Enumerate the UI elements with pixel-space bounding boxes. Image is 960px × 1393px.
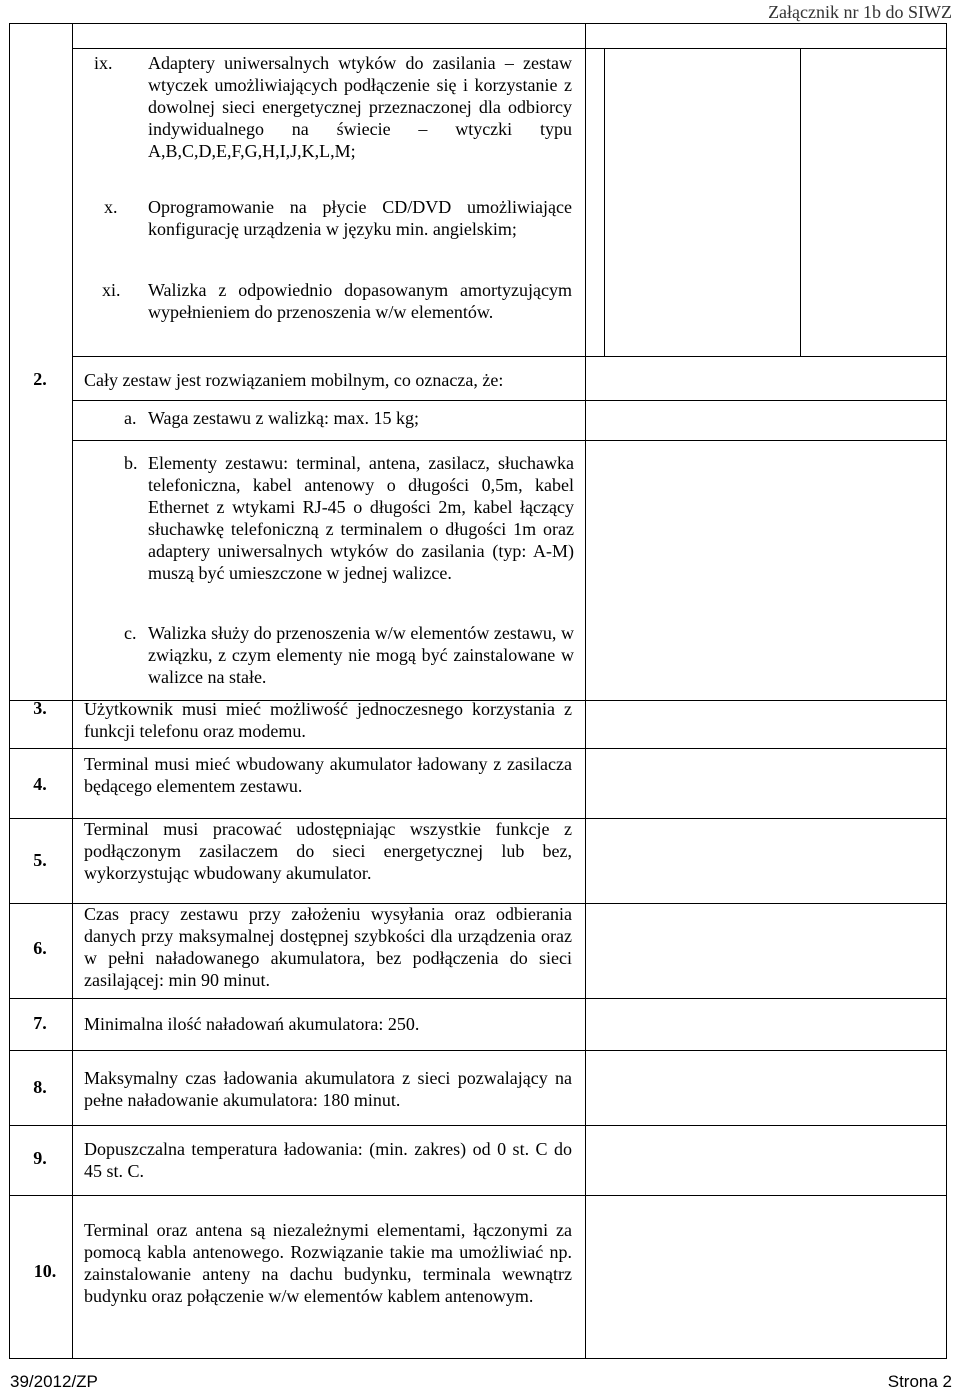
point-b (124, 452, 574, 612)
table-row-divider (9, 1358, 947, 1359)
item-number: 7. (33, 1013, 47, 1033)
point-label: b. (124, 453, 138, 473)
row-line (9, 748, 947, 749)
item-number: 10. (33, 1261, 57, 1281)
cell-line (72, 356, 946, 357)
annex-header: Załącznik nr 1b do SIWZ (768, 2, 952, 22)
row-line (9, 998, 947, 999)
cell-line (72, 48, 946, 49)
sub-item-xi (102, 279, 572, 349)
item-text: Terminal oraz antena są niezależnymi elementami, łączonymi za pomocą kabla antenowego. Rozwiązanie takie ma umożliwiać np. zainstalowanie anteny na dachu budynku, terminala wewnątrz budynku oraz połączenie w/w elementów kablem antenowym. (84, 1220, 572, 1306)
item-number: 8. (33, 1077, 47, 1097)
sub-item-text: Oprogramowanie na płycie CD/DVD umożliwiające konfigurację urządzenia w języku min. angielskim; (148, 197, 572, 239)
point-a (124, 407, 574, 431)
sub-item-label: x. (104, 197, 118, 217)
table-border-left (9, 23, 10, 1359)
cell-line (72, 400, 946, 401)
cell-line (800, 48, 801, 356)
item-text: Dopuszczalna temperatura ładowania: (min. zakres) od 0 st. C do 45 st. C. (84, 1139, 572, 1181)
point-text: Walizka służy do przenoszenia w/w elementów zestawu, w związku, z czym elementy nie mogą być zainstalowane w walizce na stałe. (148, 623, 574, 687)
sub-item-text: Adaptery uniwersalnych wtyków do zasilania – zestaw wtyczek umożliwiających podłączenie się i korzystanie z dowolnej sieci energetycznej przeznaczonej dla odbiorcy indywidualnego na świecie – wtyczki typu A,B,C,D,E,F,G,H,I,J,K,L,M; (148, 53, 572, 161)
point-label: c. (124, 623, 137, 643)
cell-line (604, 48, 605, 356)
sub-item-label: xi. (102, 280, 121, 300)
sub-item-ix (94, 52, 572, 202)
point-c (124, 622, 574, 692)
cell-line (72, 440, 946, 441)
footer-page-number: Strona 2 (887, 1372, 952, 1391)
table-border-top (9, 23, 947, 24)
row-line (9, 1125, 947, 1126)
item-text: Cały zestaw jest rozwiązaniem mobilnym, co oznacza, że: (84, 370, 504, 390)
point-label: a. (124, 408, 137, 428)
footer-reference: 39/2012/ZP (10, 1372, 98, 1391)
sub-item-x (104, 196, 572, 266)
row-line (9, 1050, 947, 1051)
item-text: Czas pracy zestawu przy założeniu wysyłania oraz odbierania danych przy maksymalnej dostępnej szybkości dla urządzenia oraz w pełni naładowanego akumulatora, bez podłączenia do sieci zasilającej: min 90 minut. (84, 904, 572, 990)
item-number: 4. (33, 774, 47, 794)
item-text: Użytkownik musi mieć możliwość jednoczesnego korzystania z funkcji telefonu oraz modemu. (84, 699, 572, 741)
row-line (9, 1195, 947, 1196)
item-text: Terminal musi mieć wbudowany akumulator ładowany z zasilacza będącego elementem zestawu. (84, 754, 572, 796)
item-text: Maksymalny czas ładowania akumulatora z sieci pozwalający na pełne naładowanie akumulatora: 180 minut. (84, 1068, 572, 1110)
item-number: 2. (33, 369, 47, 389)
item-number: 9. (33, 1148, 47, 1168)
table-border-right (946, 23, 947, 1359)
item-number: 6. (33, 938, 47, 958)
item-number: 5. (33, 850, 47, 870)
item-number: 3. (33, 698, 47, 718)
table-divider-1 (72, 23, 73, 1359)
point-text: Elementy zestawu: terminal, antena, zasilacz, słuchawka telefoniczna, kabel antenowy o długości 0,5m, kabel Ethernet z wtykami RJ-45 o długości 2m, kabel łączący słuchawkę telefoniczną z terminalem o długości 1m oraz adaptery uniwersalnych wtyków do zasilania (typ: A-M) muszą być umieszczone w jednej walizce. (148, 453, 574, 583)
sub-item-label: ix. (94, 53, 113, 73)
item-text: Minimalna ilość naładowań akumulatora: 250. (84, 1014, 420, 1034)
point-text: Waga zestawu z walizką: max. 15 kg; (148, 408, 419, 428)
table-divider-2 (585, 23, 586, 1359)
sub-item-text: Walizka z odpowiednio dopasowanym amortyzującym wypełnieniem do przenoszenia w/w elementów. (148, 280, 572, 322)
item-text: Terminal musi pracować udostępniając wszystkie funkcje z podłączonym zasilaczem do sieci energetycznej lub bez, wykorzystując wbudowany akumulator. (84, 819, 572, 883)
